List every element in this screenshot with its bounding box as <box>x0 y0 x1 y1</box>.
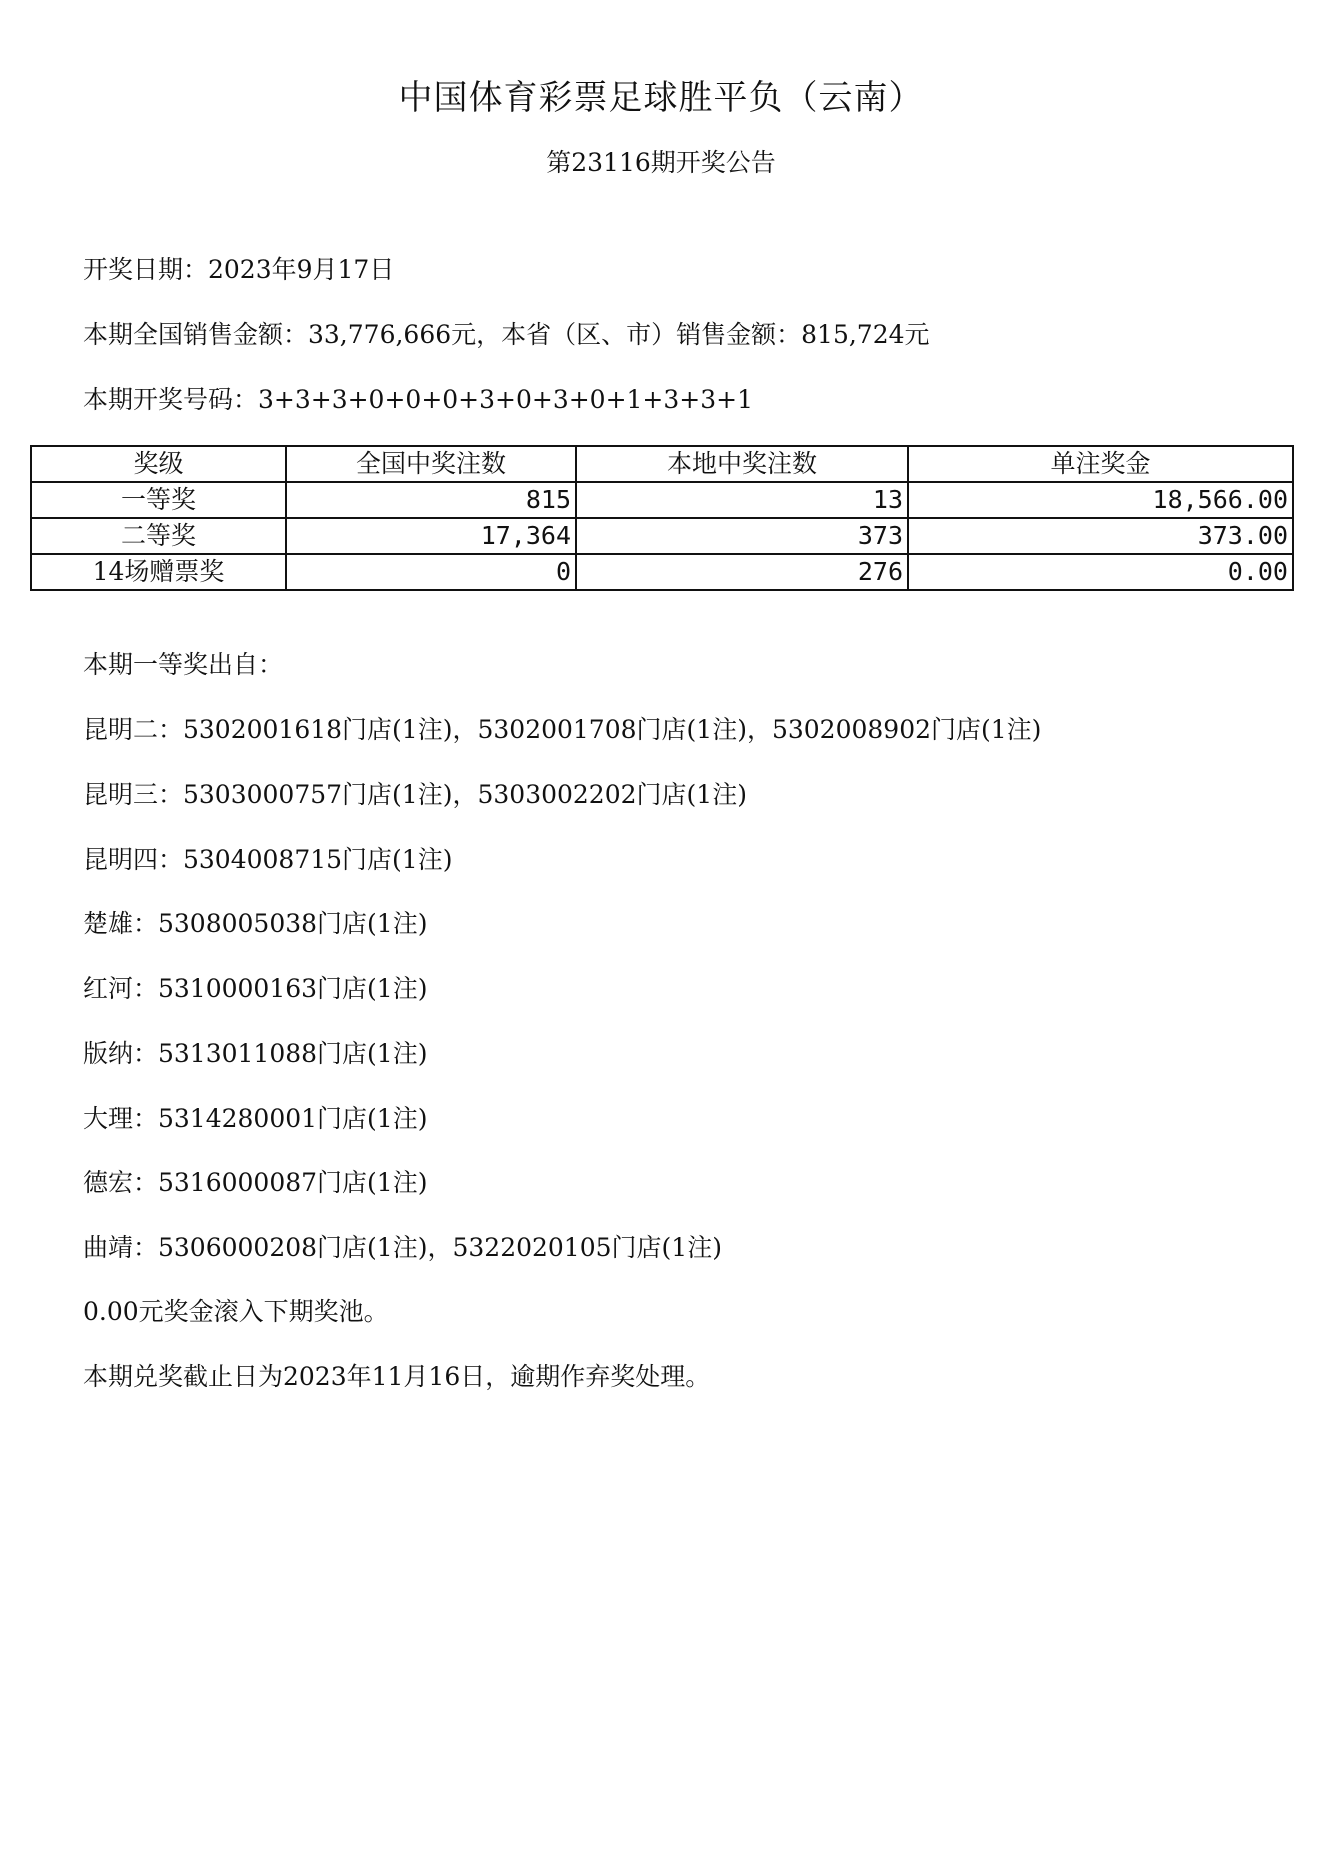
local-count: 276 <box>576 554 908 590</box>
winner-line-honghe: 红河：5310000163门店(1注) <box>83 974 428 1003</box>
winner-line-dali: 大理：5314280001门店(1注) <box>83 1104 428 1133</box>
prize-table <box>30 445 1294 591</box>
table-row <box>31 554 1293 590</box>
national-count: 17,364 <box>286 518 576 554</box>
prize-amount: 0.00 <box>908 554 1293 590</box>
col-header-prize-amount: 单注奖金 <box>908 446 1293 482</box>
issue-subtitle: 第23116期开奖公告 <box>546 148 776 177</box>
table-header-row <box>31 446 1293 482</box>
winners-heading: 本期一等奖出自： <box>83 650 284 679</box>
table-row <box>31 482 1293 518</box>
prize-amount: 373.00 <box>908 518 1293 554</box>
draw-date: 开奖日期：2023年9月17日 <box>83 255 395 284</box>
local-count: 13 <box>576 482 908 518</box>
winner-line-chuxiong: 楚雄：5308005038门店(1注) <box>83 909 428 938</box>
winner-line-kunming3: 昆明三：5303000757门店(1注)，5303002202门店(1注) <box>83 780 747 809</box>
winner-line-kunming4: 昆明四：5304008715门店(1注) <box>83 845 453 874</box>
prize-amount: 18,566.00 <box>908 482 1293 518</box>
sales-amount: 本期全国销售金额：33,776,666元，本省（区、市）销售金额：815,724元 <box>83 320 930 349</box>
table-row <box>31 518 1293 554</box>
local-count: 373 <box>576 518 908 554</box>
page-title: 中国体育彩票足球胜平负（云南） <box>398 78 924 118</box>
col-header-level: 奖级 <box>31 446 286 482</box>
rollover-note: 0.00元奖金滚入下期奖池。 <box>83 1297 389 1326</box>
prize-level: 一等奖 <box>31 482 286 518</box>
col-header-local-count: 本地中奖注数 <box>576 446 908 482</box>
winner-line-qujing: 曲靖：5306000208门店(1注)，5322020105门店(1注) <box>83 1233 722 1262</box>
national-count: 0 <box>286 554 576 590</box>
winner-line-banna: 版纳：5313011088门店(1注) <box>83 1039 428 1068</box>
prize-level: 14场赠票奖 <box>31 554 286 590</box>
winner-line-dehong: 德宏：5316000087门店(1注) <box>83 1168 428 1197</box>
winner-line-kunming2: 昆明二：5302001618门店(1注)，5302001708门店(1注)，5302008902门店(1注) <box>83 715 1042 744</box>
col-header-national-count: 全国中奖注数 <box>286 446 576 482</box>
prize-level: 二等奖 <box>31 518 286 554</box>
national-count: 815 <box>286 482 576 518</box>
claim-deadline: 本期兑奖截止日为2023年11月16日，逾期作弃奖处理。 <box>83 1362 711 1391</box>
winning-numbers: 本期开奖号码：3+3+3+0+0+0+3+0+3+0+1+3+3+1 <box>83 385 753 414</box>
